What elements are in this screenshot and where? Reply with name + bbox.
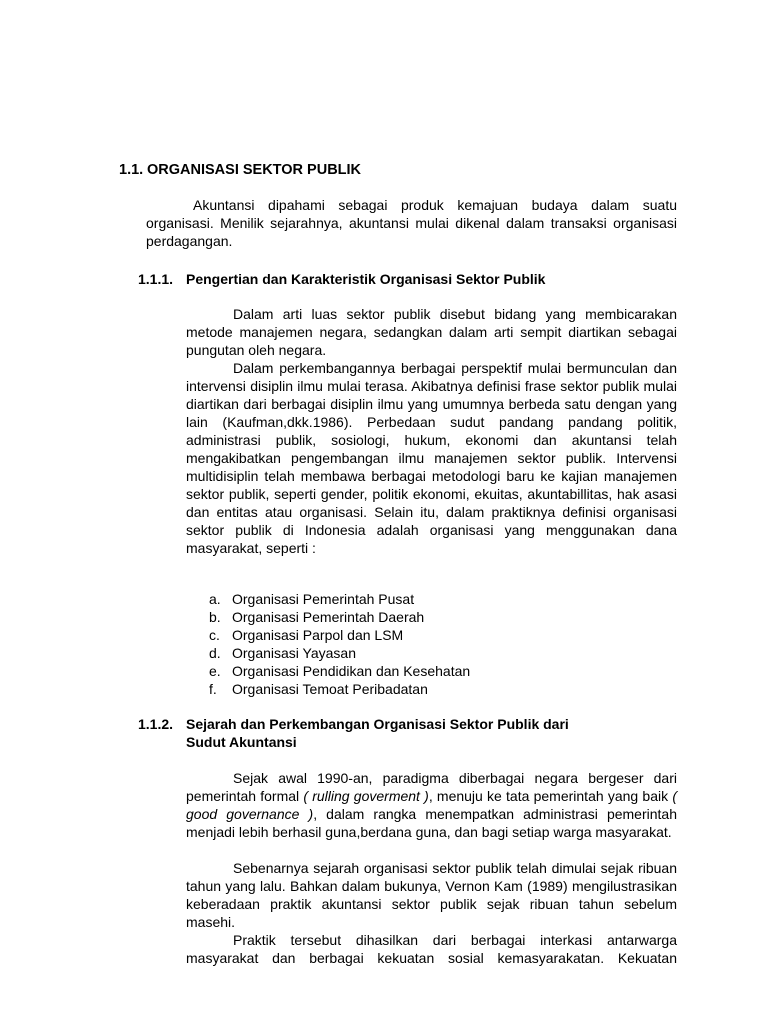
list-item — [209, 608, 470, 626]
list-marker: a. — [209, 591, 221, 607]
list-marker: d. — [209, 645, 221, 661]
subsection-2-paragraph-1 — [186, 769, 677, 841]
list-item — [209, 644, 470, 662]
paragraph-text: , menuju ke tata pemerintah yang baik — [428, 788, 673, 804]
subsection-2-title-line-1: Sejarah dan Perkembangan Organisasi Sektor Publik dari — [186, 716, 569, 732]
subsection-2-number: 1.1.2. — [138, 716, 174, 732]
list-text: Organisasi Yayasan — [232, 645, 356, 661]
section-intro-paragraph: Akuntansi dipahami sebagai produk kemajuan budaya dalam suatu organisasi. Menilik sejarahnya, akuntansi mulai dikenal dalam transaksi organisasi perdagangan. — [146, 197, 677, 249]
subsection-1-paragraph-1: Dalam arti luas sektor publik disebut bidang yang membicarakan metode manajemen negara, sedangkan dalam arti sempit diartikan sebagai pungutan oleh negara. — [186, 306, 677, 358]
subsection-1-heading — [138, 270, 545, 288]
section-title: ORGANISASI SEKTOR PUBLIK — [147, 162, 362, 178]
italic-term: ( rulling goverment ) — [303, 788, 429, 804]
subsection-1-paragraph-2: Dalam perkembangannya berbagai perspektif mulai bermunculan dan intervensi disiplin ilmu mulai terasa. Akibatnya definisi frase sektor publik mulai diartikan dari berbagai disiplin ilmu yang umumnya berbeda satu dengan yang lain (Kaufman,dkk.1986). Perbedaan sudut pandang pandang politik, administrasi publik, sosiologi, hukum, ekonomi dan akuntansi telah mengakibatkan pengembangan ilmu manajemen sektor publik. Intervensi multidisiplin telah membawa berbagai metodologi baru ke kajian manajemen sektor publik, seperti gender, politik ekonomi, ekuitas, akuntabillitas, hak asasi dan entitas atau organisasi. Selain itu, dalam praktiknya definisi organisasi sektor publik di Indonesia adalah organisasi yang menggunakan dana masyarakat, seperti : — [186, 360, 677, 556]
subsection-2-paragraph-2: Sebenarnya sejarah organisasi sektor publik telah dimulai sejak ribuan tahun yang lalu. Bahkan dalam bukunya, Vernon Kam (1989) mengilustrasikan keberadaan praktik akuntansi sektor publik sejak ribuan tahun sebelum masehi. — [186, 860, 677, 930]
subsection-2-title-line-2: Sudut Akuntansi — [186, 734, 297, 750]
list-marker: c. — [209, 627, 220, 643]
subsection-2-heading — [138, 715, 569, 751]
paragraph-text: Sejak awal 1990-an, paradigma diberbagai negara bergeser dari pemerintah formal — [186, 770, 677, 804]
list-item — [209, 626, 470, 644]
list-item — [209, 662, 470, 680]
list-marker: e. — [209, 663, 221, 679]
list-item — [209, 590, 470, 608]
paragraph-text: , dalam rangka menempatkan administrasi pemerintah menjadi lebih berhasil guna,berdana guna, dan bagi setiap warga masyarakat. — [186, 806, 677, 840]
subsection-2-paragraph-3: Praktik tersebut dihasilkan dari berbagai interkasi antarwarga masyarakat dan berbagai kekuatan sosial kemasyarakatan. Kekuatan — [186, 932, 677, 966]
list-marker: b. — [209, 609, 221, 625]
subsection-1-title: Pengertian dan Karakteristik Organisasi Sektor Publik — [186, 271, 546, 287]
list-text: Organisasi Pemerintah Daerah — [232, 609, 425, 625]
list-text: Organisasi Pemerintah Pusat — [232, 591, 415, 607]
organization-list — [209, 590, 470, 698]
list-item — [209, 680, 470, 698]
subsection-1-number: 1.1.1. — [138, 271, 174, 287]
list-text: Organisasi Parpol dan LSM — [232, 627, 404, 643]
list-text: Organisasi Pendidikan dan Kesehatan — [232, 663, 471, 679]
section-number: 1.1. — [119, 162, 144, 178]
list-marker: f. — [209, 681, 217, 697]
section-heading — [119, 162, 361, 178]
list-text: Organisasi Temoat Peribadatan — [232, 681, 428, 697]
italic-term: ( good governance ) — [186, 788, 677, 822]
